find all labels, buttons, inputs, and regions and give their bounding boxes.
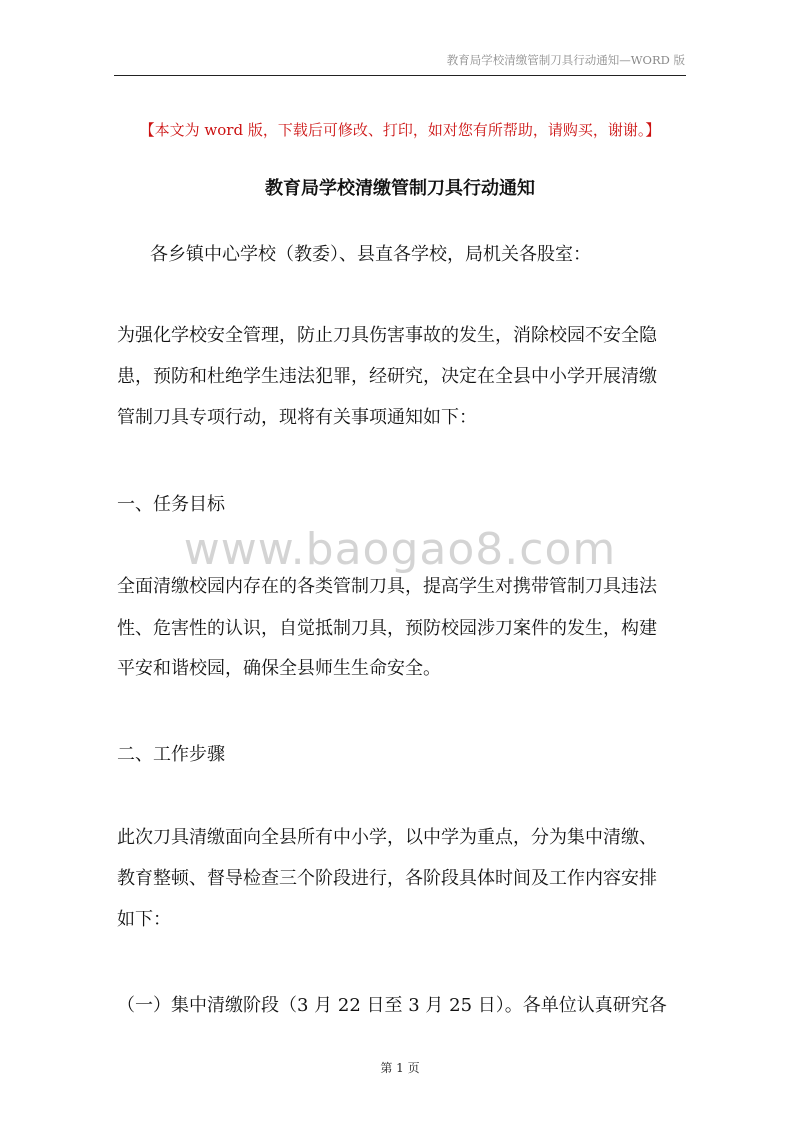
- page-number: 第 1 页: [380, 1061, 420, 1075]
- document-title: 教育局学校清缴管制刀具行动通知: [265, 178, 535, 199]
- watermark-text: www.baogao8.com: [183, 524, 617, 575]
- paragraph-line: 患，预防和杜绝学生违法犯罪，经研究，决定在全县中小学开展清缴: [117, 366, 657, 387]
- paragraph-line: （一）集中清缴阶段（3 月 22 日至 3 月 25 日）。各单位认真研究各: [117, 995, 667, 1016]
- section-heading-goals: 一、任务目标: [117, 494, 225, 515]
- paragraph-line: 教育整顿、督导检查三个阶段进行，各阶段具体时间及工作内容安排: [117, 868, 657, 889]
- running-header: 教育局学校清缴管制刀具行动通知—WORD 版: [446, 53, 685, 67]
- paragraph-line: 此次刀具清缴面向全县所有中小学，以中学为重点，分为集中清缴、: [117, 827, 657, 848]
- paragraph-line: 如下：: [117, 909, 171, 930]
- purchase-notice: 【本文为 word 版，下载后可修改、打印，如对您有所帮助，请购买，谢谢。】: [139, 121, 661, 139]
- paragraph-line: 平安和谐校园，确保全县师生生命安全。: [117, 658, 441, 679]
- paragraph-line: 为强化学校安全管理，防止刀具伤害事故的发生，消除校园不安全隐: [117, 325, 657, 346]
- paragraph-line: 性、危害性的认识，自觉抵制刀具，预防校园涉刀案件的发生，构建: [117, 618, 657, 639]
- paragraph-line: 全面清缴校园内存在的各类管制刀具，提高学生对携带管制刀具违法: [117, 576, 657, 597]
- section-heading-steps: 二、工作步骤: [117, 744, 225, 765]
- paragraph-line: 管制刀具专项行动，现将有关事项通知如下：: [117, 407, 477, 428]
- salutation: 各乡镇中心学校（教委）、县直各学校，局机关各股室：: [150, 244, 591, 265]
- header-divider: [114, 75, 686, 76]
